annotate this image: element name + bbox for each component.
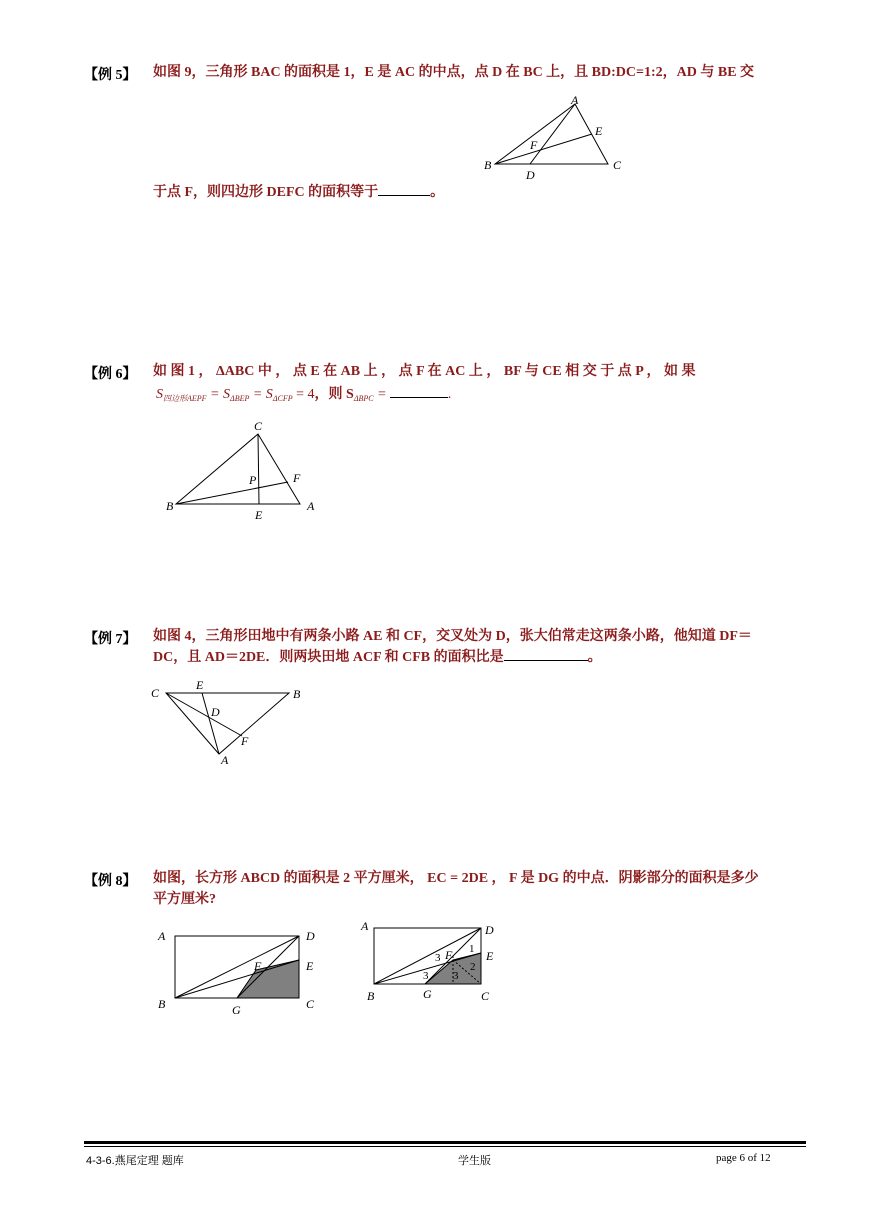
end-mark: . — [448, 387, 452, 402]
sub-bpc: ΔBPC — [353, 394, 374, 403]
region-number: 2 — [470, 961, 476, 973]
label-D: D — [485, 923, 494, 937]
example-7-question-line2 — [153, 647, 602, 669]
label-F: F — [445, 948, 453, 962]
sub-bep: ΔBEP — [230, 394, 250, 403]
example-7-question-line1: 如图 4，三角形田地中有两条小路 AE 和 CF，交叉处为 D，张大伯常走这两条小路，他知道 DF＝ — [153, 629, 752, 644]
label-B: B — [166, 499, 174, 513]
label-C: C — [613, 158, 622, 172]
label-P: P — [249, 473, 257, 487]
label-F: F — [254, 959, 262, 973]
label-E: E — [486, 949, 494, 963]
footer-rule-thin — [84, 1146, 806, 1147]
label-A: A — [571, 94, 579, 107]
example-5-question-line1: 如图 9，三角形 BAC 的面积是 1，E 是 AC 的中点，点 D 在 BC 上，且 BD:DC=1:2，AD 与 BE 交 — [153, 65, 755, 80]
eq-symbol: = S — [206, 387, 230, 402]
label-F: F — [241, 734, 249, 748]
answer-blank[interactable] — [504, 648, 588, 661]
label-A: A — [307, 499, 315, 513]
footer-rule-thick — [84, 1141, 806, 1144]
region-number: 3 — [453, 970, 459, 982]
example-8-figure-right — [355, 916, 515, 1008]
sub-cfp: ΔCFP — [272, 394, 293, 403]
label-C: C — [254, 419, 263, 433]
label-C: C — [151, 686, 160, 700]
example-8-question-line1: 如图，长方形 ABCD 的面积是 2 平方厘米， EC = 2DE ， F 是 DG 的中点．阴影部分的面积是多少 — [153, 871, 759, 886]
label-E: E — [595, 124, 603, 138]
example-7-tag: 【例 7】 — [84, 632, 137, 647]
label-C: C — [481, 989, 490, 1003]
example-6-tag: 【例 6】 — [84, 367, 137, 382]
label-G: G — [423, 987, 432, 1001]
label-A: A — [158, 929, 166, 943]
end-mark: 。 — [430, 185, 445, 200]
label-A: A — [361, 919, 369, 933]
label-D: D — [526, 168, 535, 182]
region-number: 3 — [435, 952, 441, 964]
label-B: B — [367, 989, 375, 1003]
label-E: E — [196, 678, 204, 692]
region-number: 3 — [423, 970, 429, 982]
example-8-tag: 【例 8】 — [84, 874, 137, 889]
label-D: D — [306, 929, 315, 943]
footer-right: page 6 of 12 — [716, 1152, 771, 1164]
footer-center: 学生版 — [458, 1155, 491, 1167]
label-B: B — [484, 158, 492, 172]
line2-text: DC，且 AD＝2DE．则两块田地 ACF 和 CFB 的面积比是 — [153, 650, 504, 665]
label-E: E — [306, 959, 314, 973]
label-G: G — [232, 1003, 241, 1017]
label-B: B — [158, 997, 166, 1011]
example-5-tag: 【例 5】 — [84, 68, 137, 83]
label-D: D — [211, 705, 220, 719]
example-7-figure — [145, 676, 315, 768]
then-text: ，则 S — [314, 387, 354, 402]
example-8-figure-left — [150, 922, 330, 1022]
sub-quad: 四边形AEPF — [163, 394, 207, 403]
answer-blank[interactable] — [378, 183, 430, 196]
label-A: A — [221, 753, 229, 767]
footer-left: 4-3-6.燕尾定理 题库 — [86, 1155, 184, 1167]
s-symbol: S — [156, 387, 163, 402]
example-8-question-line2: 平方厘米? — [153, 892, 216, 907]
eq-symbol-2: = S — [249, 387, 273, 402]
label-F: F — [530, 138, 538, 152]
example-6-figure — [160, 416, 330, 526]
label-E: E — [255, 508, 263, 522]
end-mark: 。 — [587, 650, 602, 665]
label-C: C — [306, 997, 315, 1011]
line2-text: 于点 F，则四边形 DEFC 的面积等于 — [153, 185, 379, 200]
label-F: F — [293, 471, 301, 485]
example-6-question-line1: 如 图 1 ， ΔABC 中 ， 点 E 在 AB 上 ， 点 F 在 AC 上 ， BF 与 CE 相 交 于 点 P ， 如 果 — [153, 364, 696, 379]
region-number: 1 — [469, 943, 475, 955]
answer-blank[interactable] — [390, 385, 448, 398]
label-B: B — [293, 687, 301, 701]
eq-symbol-3: = — [373, 387, 391, 402]
example-5-figure — [480, 94, 630, 184]
example-6-question-line2 — [156, 384, 452, 410]
value: = 4 — [292, 387, 315, 402]
example-5-question-line2 — [153, 182, 444, 204]
